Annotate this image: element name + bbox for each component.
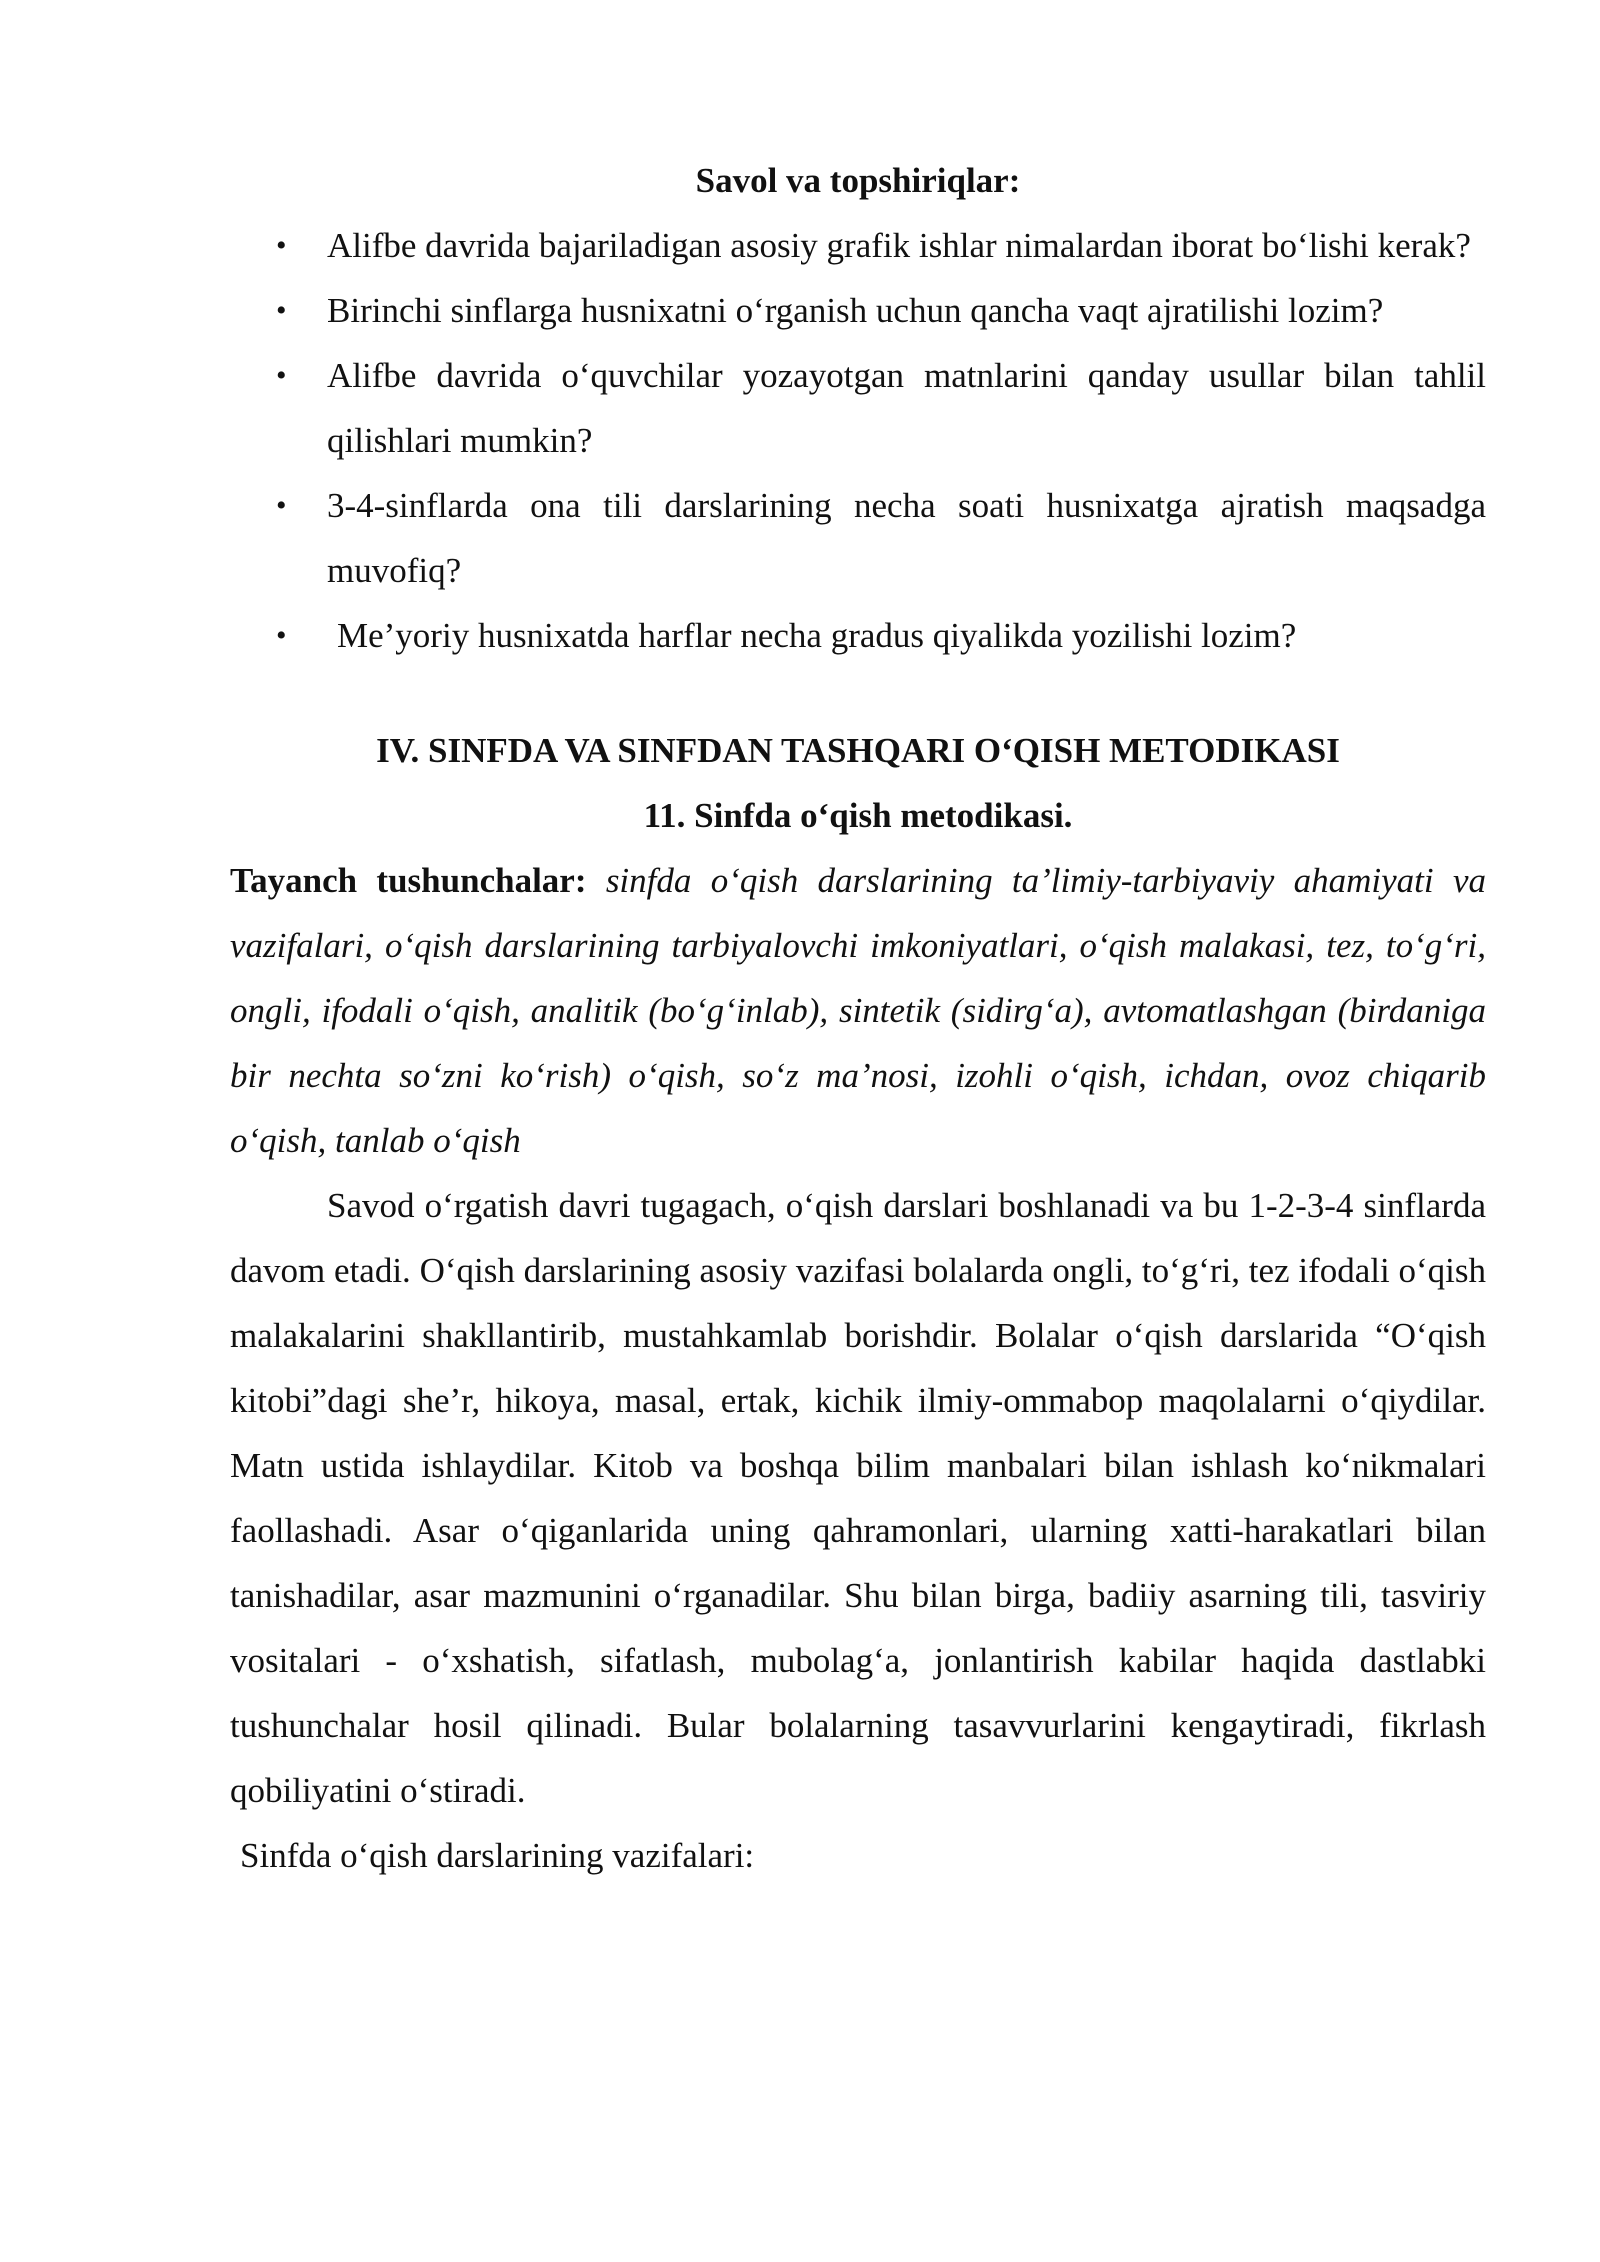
bullet-icon: • [276, 619, 287, 652]
question-item [230, 343, 1486, 473]
chapter-heading: IV. SINFDA VA SINFDAN TASHQARI O‘QISH METODIKASI [376, 731, 1340, 770]
key-concepts-text: sinfda o‘qish darslarining ta’limiy-tarbiyaviy ahamiyati va vazifalari, o‘qish darslarining tarbiyalovchi imkoniyatlari, o‘qish malakasi, tez, to‘g‘ri, ongli, ifodali o‘qish, analitik (bo‘g‘inlab), sintetik (sidirg‘a), avtomatlashgan (birdaniga bir nechta so‘zni ko‘rish) o‘qish, so‘z ma’nosi, izohli o‘qish, ichdan, ovoz chiqarib o‘qish, tanlab o‘qish [230, 861, 1486, 1160]
question-item [230, 278, 1486, 343]
question-text: 3-4-sinflarda ona tili darslarining necha soati husnixatga ajratish maqsadga muvofiq? [327, 486, 1486, 590]
bullet-icon: • [276, 489, 287, 522]
body-paragraph: Savod o‘rgatish davri tugagach, o‘qish darslari boshlanadi va bu 1-2-3-4 sinflarda davom etadi. O‘qish darslarining asosiy vazifasi bolalarda ongli, to‘g‘ri, tez ifodali o‘qish malakalarini shakllantirib, mustahkamlab borishdir. Bolalar o‘qish darslarida “O‘qish kitobi”dagi she’r, hikoya, masal, ertak, kichik ilmiy-ommabop maqolalarni o‘qiydilar. Matn ustida ishlaydilar. Kitob va boshqa bilim manbalari bilan ishlash ko‘nikmalari faollashadi. Asar o‘qiganlarida uning qahramonlari, ularning xatti-harakatlari bilan tanishadilar, asar mazmunini o‘rganadilar. Shu bilan birga, badiiy asarning tili, tasviriy vositalari - o‘xshatish, sifatlash, mubolag‘a, jonlantirish kabilar haqida dastlabki tushunchalar hosil qilinadi. Bular bolalarning tasavvurlarini kengaytiradi, fikrlash qobiliyatini o‘stiradi. [230, 1186, 1486, 1810]
bullet-icon: • [276, 359, 287, 392]
questions-list [230, 213, 1486, 668]
question-text: Me’yoriy husnixatda harflar necha gradus qiyalikda yozilishi lozim? [337, 616, 1297, 655]
question-text: Alifbe davrida bajariladigan asosiy grafik ishlar nimalardan iborat bo‘lishi kerak? [327, 226, 1471, 265]
question-text: Birinchi sinflarga husnixatni o‘rganish uchun qancha vaqt ajratilishi lozim? [327, 291, 1384, 330]
tasks-heading: Sinfda o‘qish darslarining vazifalari: [240, 1836, 755, 1875]
key-concepts [230, 848, 1486, 1173]
chapter-subheading: 11. Sinfda o‘qish metodikasi. [643, 796, 1073, 835]
bullet-icon: • [276, 229, 287, 262]
question-text: Alifbe davrida o‘quvchilar yozayotgan matnlarini qanday usullar bilan tahlil qilishlari mumkin? [327, 356, 1486, 460]
questions-title: Savol va topshiriqlar: [695, 161, 1021, 200]
question-item [230, 473, 1486, 603]
page-content [230, 148, 1486, 1888]
question-item [230, 603, 1486, 668]
question-item [230, 213, 1486, 278]
section-spacer [230, 668, 1486, 718]
bullet-icon: • [276, 294, 287, 327]
key-concepts-label: Tayanch tushunchalar: [230, 861, 587, 900]
